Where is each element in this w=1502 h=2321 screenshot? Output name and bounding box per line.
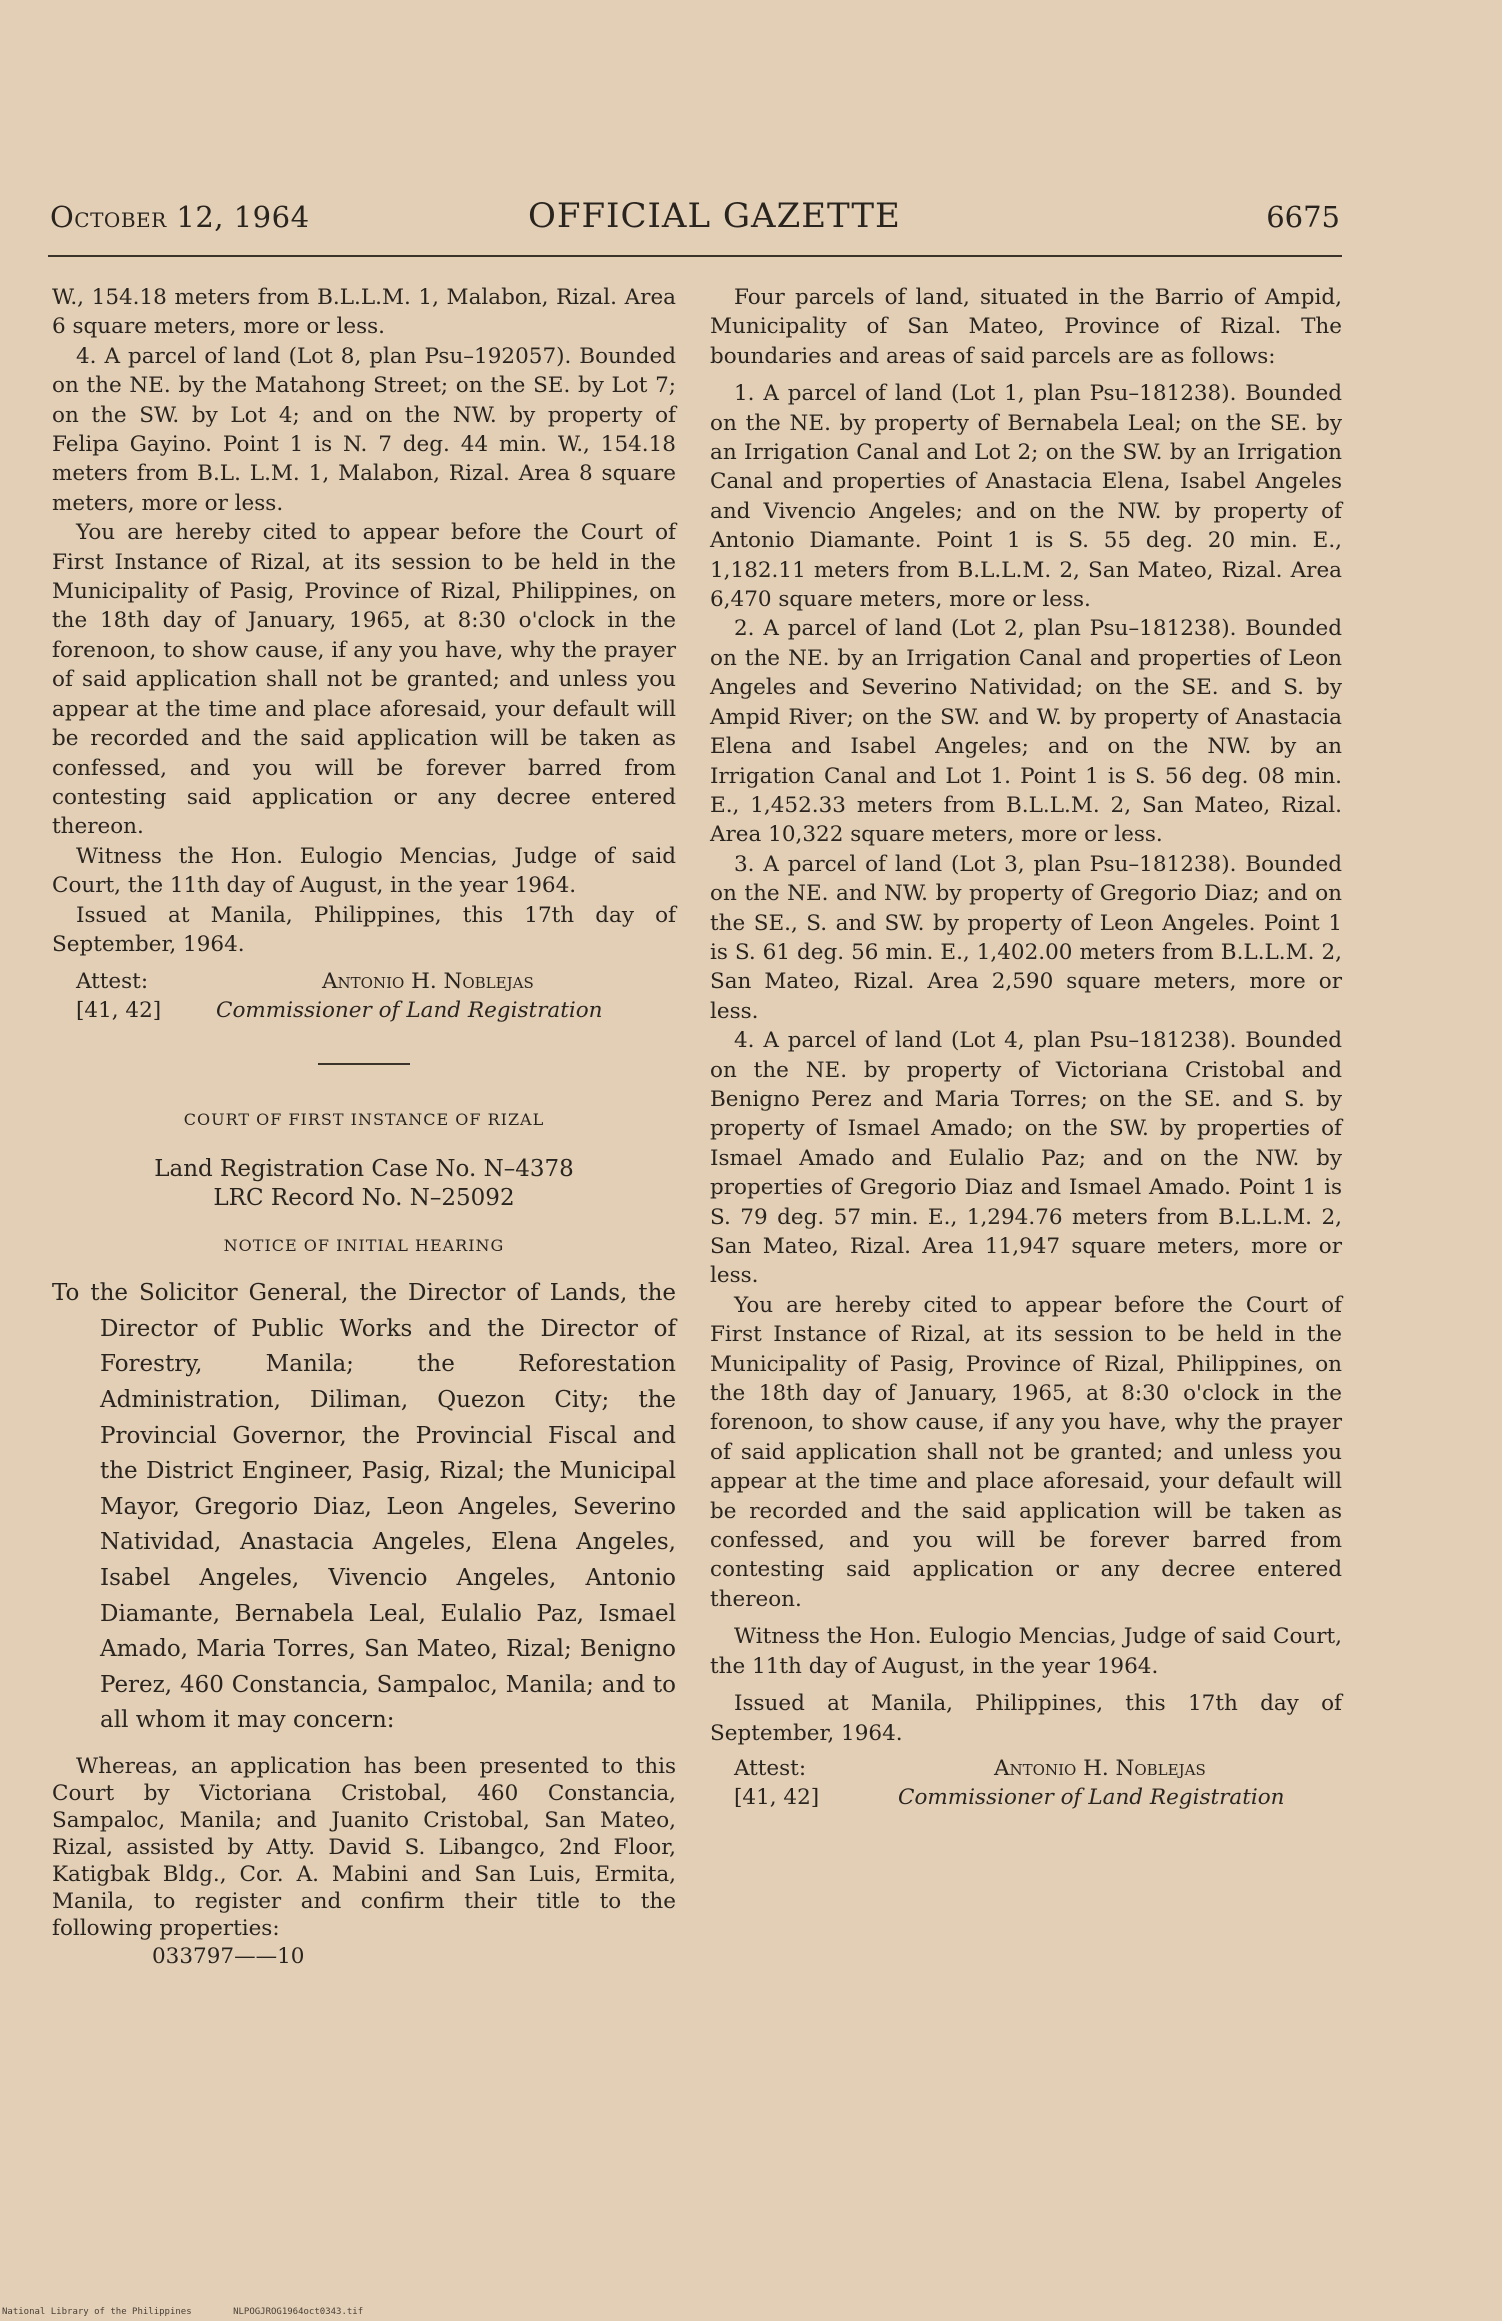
section-divider: [318, 1063, 410, 1065]
paragraph: Witness the Hon. Eulogio Mencias, Judge of said Court, the 11th day of August, in the year 1964.: [52, 843, 676, 899]
right-column: [710, 283, 1342, 1812]
signatory-title-line: [52, 996, 676, 1025]
case-number: Land Registration Case No. N–4378: [154, 1155, 574, 1182]
footer-file: NLPOGJROG1964oct0343.tif: [233, 2307, 364, 2317]
paragraph: 3. A parcel of land (Lot 3, plan Psu–181238). Bounded on the NE. and NW. by property of Gregorio Diaz; and on the SE., S. and SW. by property of Leon Angeles. Point 1 is S. 61 deg. 56 min. E., 1,402.00 meters from B.L.L.M. 2, San Mateo, Rizal. Area 2,590 square meters, more or less.: [710, 851, 1342, 1024]
header-date: October 12, 1964: [50, 200, 310, 234]
record-number: LRC Record No. N–25092: [213, 1184, 515, 1211]
signatory-title: Commissioner of Land Registration: [898, 1784, 1285, 1810]
header-title: OFFICIAL GAZETTE: [528, 196, 901, 236]
notice-title: NOTICE OF INITIAL HEARING: [223, 1235, 505, 1255]
attest-line: [710, 1754, 1342, 1783]
paragraph: 4. A parcel of land (Lot 8, plan Psu–192057). Bounded on the NE. by the Matahong Street; on the SE. by Lot 7; on the SW. by Lot 4; and on the NW. by property of Felipa Gayino. Point 1 is N. 7 deg. 44 min. W., 154.18 meters from B.L. L.M. 1, Malabon, Rizal. Area 8 square meters, more or less.: [52, 343, 676, 516]
paragraph: 2. A parcel of land (Lot 2, plan Psu–181238). Bounded on the NE. by an Irrigation Canal and properties of Leon Angeles and Severino Natividad; on the SE. and S. by Ampid River; on the SW. and W. by property of Anastacia Elena and Isabel Angeles; and on the NW. by an Irrigation Canal and Lot 1. Point 1 is S. 56 deg. 08 min. E., 1,452.33 meters from B.L.L.M. 2, San Mateo, Rizal. Area 10,322 square meters, more or less.: [710, 616, 1342, 848]
paragraph: Issued at Manila, Philippines, this 17th day of September, 1964.: [710, 1691, 1342, 1746]
attest-label: Attest:: [76, 969, 149, 995]
paragraph: Four parcels of land, situated in the Barrio of Ampid, Municipality of San Mateo, Province of Rizal. The boundaries and areas of said parcels are as follows:: [710, 285, 1342, 369]
addressee-paragraph: To the Solicitor General, the Director of Lands, the Director of Public Works and the Director of Forestry, Manila; the Reforestation Administration, Diliman, Quezon City; the Provincial Governor, the Provincial Fiscal and the District Engineer, Pasig, Rizal; the Municipal Mayor, Gregorio Diaz, Leon Angeles, Severino Natividad, Anastacia Angeles, Elena Angeles, Isabel Angeles, Vivencio Angeles, Antonio Diamante, Bernabela Leal, Eulalio Paz, Ismael Amado, Maria Torres, San Mateo, Rizal; Benigno Perez, 460 Constancia, Sampaloc, Manila; and to all whom it may concern:: [52, 1280, 676, 1734]
signatory-name: Antonio H. Noblejas: [994, 1755, 1206, 1781]
paragraph: W., 154.18 meters from B.L.L.M. 1, Malabon, Rizal. Area 6 square meters, more or less.: [52, 285, 676, 340]
header-rule: [48, 255, 1342, 257]
header-page-number: 6675: [1266, 200, 1340, 234]
whereas-paragraph: Whereas, an application has been presented to this Court by Victoriana Cristobal, 460 Constancia, Sampaloc, Manila; and Juanito Cristobal, San Mateo, Rizal, assisted by Atty. David S. Libangco, 2nd Floor, Katigbak Bldg., Cor. A. Mabini and San Luis, Ermita, Manila, to register and confirm their title to the following properties:: [52, 1753, 676, 1941]
paragraph: Issued at Manila, Philippines, this 17th day of September, 1964.: [52, 902, 676, 957]
signatory-title: Commissioner of Land Registration: [216, 998, 603, 1024]
footer-source: National Library of the Philippines: [2, 2307, 192, 2317]
attest-label: Attest:: [734, 1755, 807, 1781]
left-column: [52, 283, 676, 1971]
paragraph: 4. A parcel of land (Lot 4, plan Psu–181238). Bounded on the NE. by property of Victoriana Cristobal and Benigno Perez and Maria Torres; on the SE. and S. by property of Ismael Amado; on the SW. by properties of Ismael Amado and Eulalio Paz; and on the NW. by properties of Gregorio Diaz and Ismael Amado. Point 1 is S. 79 deg. 57 min. E., 1,294.76 meters from B.L.L.M. 2, San Mateo, Rizal. Area 11,947 square meters, more or less.: [710, 1028, 1342, 1289]
signatory-title-line: [710, 1783, 1342, 1812]
attest-line: [52, 967, 676, 996]
court-title: COURT OF FIRST INSTANCE OF RIZAL: [183, 1110, 545, 1130]
page-header: [50, 196, 1340, 250]
paragraph: You are hereby cited to appear before the Court of First Instance of Rizal, at its session to be held in the Municipality of Pasig, Province of Rizal, Philippines, on the 18th day of January, 1965, at 8:30 o'clock in the forenoon, to show cause, if any you have, why the prayer of said application shall not be granted; and unless you appear at the time and place aforesaid, your default will be recorded and the said application will be taken as confessed, and you will be forever barred from contesting said application or any decree entered thereon.: [52, 520, 676, 840]
signatory-name: Antonio H. Noblejas: [322, 969, 534, 995]
document-number: 033797——10: [152, 1943, 305, 1969]
paragraph: Witness the Hon. Eulogio Mencias, Judge of said Court, the 11th day of August, in the year 1964.: [710, 1624, 1342, 1679]
reference-number: [41, 42]: [76, 998, 162, 1024]
scan-footer: [2, 2307, 399, 2317]
paragraph: You are hereby cited to appear before the Court of First Instance of Rizal, at its session to be held in the Municipality of Pasig, Province of Rizal, Philippines, on the 18th day of January, 1965, at 8:30 o'clock in the forenoon, to show cause, if any you have, why the prayer of said application shall not be granted; and unless you appear at the time and place aforesaid, your default will be recorded and the said application will be taken as confessed, and you will be forever barred from contesting said application or any decree entered thereon.: [710, 1292, 1342, 1612]
paragraph: 1. A parcel of land (Lot 1, plan Psu–181238). Bounded on the NE. by property of Bernabela Leal; on the SE. by an Irrigation Canal and Lot 2; on the SW. by an Irrigation Canal and properties of Anastacia Elena, Isabel Angeles and Vivencio Angeles; and on the NW. by property of Antonio Diamante. Point 1 is S. 55 deg. 20 min. E., 1,182.11 meters from B.L.L.M. 2, San Mateo, Rizal. Area 6,470 square meters, more or less.: [710, 381, 1342, 613]
reference-number: [41, 42]: [734, 1784, 820, 1810]
